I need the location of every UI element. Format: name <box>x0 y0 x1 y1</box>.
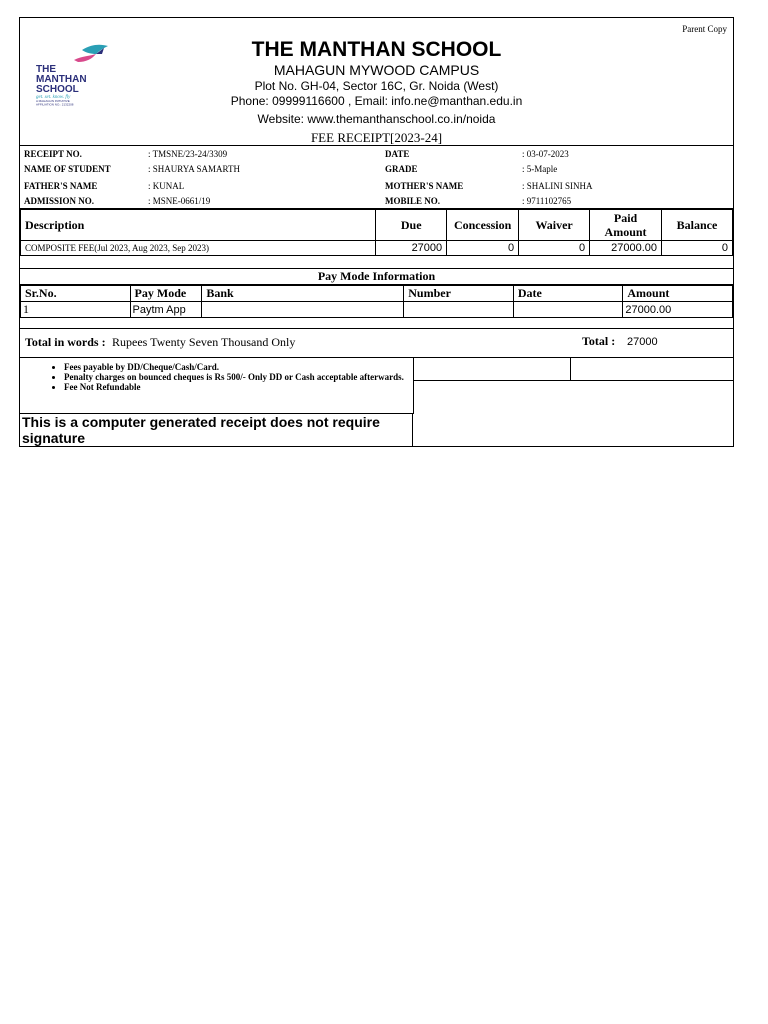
fee-table-header <box>21 210 733 241</box>
fee-col-description: Description <box>21 210 376 241</box>
parent-copy-label: Parent Copy <box>682 24 727 34</box>
pay-mode-header <box>21 286 733 302</box>
fee-col-waiver: Waiver <box>519 210 590 241</box>
logo-affiliation: AFFILIATION NO.: 2132208 <box>36 102 74 106</box>
school-address: Plot No. GH-04, Sector 16C, Gr. Noida (West) <box>254 79 499 93</box>
mobile-no-label: MOBILE NO. <box>385 196 441 206</box>
receipt-footer <box>20 358 733 446</box>
fee-waiver-cell: 0 <box>519 241 590 256</box>
spacer-row <box>20 256 733 269</box>
notes-list <box>20 362 413 392</box>
fee-col-concession: Concession <box>447 210 519 241</box>
date-value: : 03-07-2023 <box>522 149 569 159</box>
fee-receipt <box>19 17 734 447</box>
mother-name-label: MOTHER'S NAME <box>385 181 464 191</box>
list-item: • Fee Not Refundable <box>64 382 413 392</box>
pay-col-date: Date <box>513 286 623 302</box>
school-details <box>20 38 733 146</box>
admission-no-label: ADMISSION NO. <box>24 196 95 206</box>
fee-description-cell: COMPOSITE FEE(Jul 2023, Aug 2023, Sep 2023) <box>21 241 376 256</box>
date-label: DATE <box>385 149 410 159</box>
school-website: Website: www.themanthanschool.co.in/noida <box>257 112 496 126</box>
fee-col-balance: Balance <box>662 210 733 241</box>
pay-col-bank: Bank <box>202 286 404 302</box>
total-label: Total : <box>582 334 616 348</box>
student-name-label: NAME OF STUDENT <box>24 164 111 174</box>
computer-generated-note: This is a computer generated receipt does not require signature <box>20 413 413 446</box>
pay-col-mode: Pay Mode <box>130 286 202 302</box>
pay-date-cell <box>513 302 623 318</box>
logo-line1: THE <box>36 64 56 75</box>
total-row <box>20 328 733 358</box>
table-row <box>21 241 733 256</box>
logo-tagline: get. set. know. fly <box>36 95 71 100</box>
pay-srno-cell: 1 <box>21 302 131 318</box>
mobile-no-value: : 9711102765 <box>522 196 572 206</box>
receipt-header <box>20 18 733 146</box>
receipt-no-label: RECEIPT NO. <box>24 149 82 159</box>
fee-due-cell: 27000 <box>376 241 447 256</box>
total-value: 27000 <box>627 336 658 348</box>
spacer-row <box>20 318 733 328</box>
school-name: THE MANTHAN SCHOOL <box>251 38 502 61</box>
pay-col-amount: Amount <box>623 286 733 302</box>
grade-label: GRADE <box>385 164 418 174</box>
father-name-label: FATHER'S NAME <box>24 181 98 191</box>
logo-initiative: A MAHAGUN INITIATIVE <box>36 99 70 103</box>
grade-value: : 5-Maple <box>522 164 558 174</box>
pay-amount-cell: 27000.00 <box>623 302 733 318</box>
admission-no-value: : MSNE-0661/19 <box>148 196 211 206</box>
fee-paid-cell: 27000.00 <box>590 241 662 256</box>
mother-name-value: : SHALINI SINHA <box>522 181 593 191</box>
fee-concession-cell: 0 <box>447 241 519 256</box>
list-item: • Penalty charges on bounced cheques is Rs 500/- Only DD or Cash acceptable afterwards. <box>64 372 413 382</box>
pay-mode-title: Pay Mode Information <box>20 269 733 285</box>
pay-number-cell <box>404 302 514 318</box>
receipt-title: FEE RECEIPT[2023-24] <box>310 130 443 145</box>
list-item: • Fees payable by DD/Cheque/Cash/Card. <box>64 362 413 372</box>
receipt-no-value: : TMSNE/23-24/3309 <box>148 149 228 159</box>
pay-mode-table <box>20 285 733 318</box>
fee-col-due: Due <box>376 210 447 241</box>
father-name-value: : KUNAL <box>148 181 185 191</box>
pay-col-srno: Sr.No. <box>21 286 131 302</box>
signature-box-left <box>413 358 571 381</box>
school-contact: Phone: 09999116600 , Email: info.ne@manthan.edu.in <box>230 94 523 108</box>
total-words-value: Rupees Twenty Seven Thousand Only <box>112 335 296 349</box>
student-info <box>20 146 733 209</box>
logo-line2: MANTHAN <box>36 74 87 85</box>
campus-name: MAHAGUN MYWOOD CAMPUS <box>273 62 480 78</box>
signature-box-right <box>570 358 733 381</box>
fee-balance-cell: 0 <box>662 241 733 256</box>
table-row <box>21 302 733 318</box>
total-words-label: Total in words : <box>25 335 106 349</box>
fee-table <box>20 209 733 256</box>
pay-col-number: Number <box>404 286 514 302</box>
pay-bank-cell <box>202 302 404 318</box>
pay-mode-cell: Paytm App <box>130 302 202 318</box>
student-name-value: : SHAURYA SAMARTH <box>148 164 240 174</box>
logo-line3: SCHOOL <box>36 84 79 95</box>
notes-box <box>20 358 414 414</box>
fee-col-paid-amount: Paid Amount <box>590 210 662 241</box>
